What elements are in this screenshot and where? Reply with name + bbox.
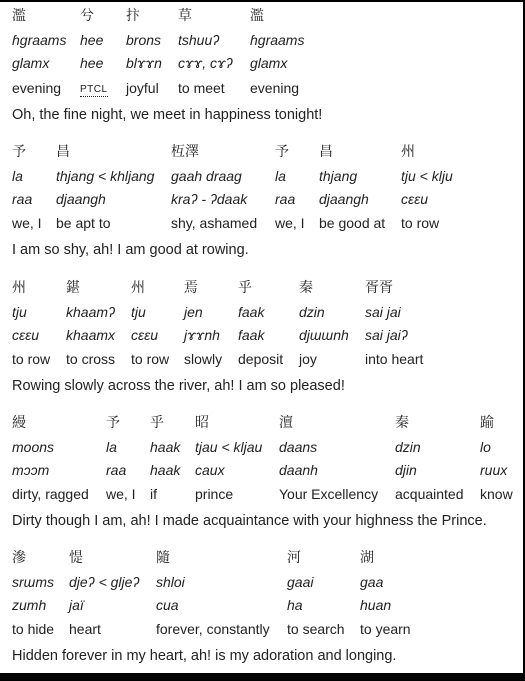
english-gloss: be apt to — [56, 214, 111, 231]
reconstruction-reading: jaï — [69, 597, 84, 613]
old-chinese-reading: hee — [80, 31, 104, 48]
reconstruction-reading: daanh — [279, 462, 318, 478]
reconstruction-reading: cua — [156, 597, 179, 613]
reconstruction-reading: jɤɤnh — [184, 327, 220, 343]
english-gloss: to hide — [12, 620, 55, 637]
english-gloss-row — [12, 212, 481, 236]
stanza-5-translation: Hidden forever in my heart, ah! is my adoration and longing. — [12, 648, 397, 664]
chinese-character: 澶 — [279, 415, 293, 431]
old-chinese-reading: ɦgraams — [12, 31, 67, 48]
stanza-5-gloss — [12, 547, 430, 641]
particle-abbreviation: PTCL — [80, 83, 108, 95]
stanza-2-gloss — [12, 141, 481, 235]
old-chinese-reading: la — [106, 438, 117, 455]
chinese-character: 抃 — [126, 8, 140, 24]
chinese-character: 隨 — [156, 550, 170, 566]
stanza-4-translation: Dirty though I am, ah! I made acquaintance with your highness the Prince. — [12, 513, 487, 529]
chinese-character: 予 — [106, 415, 120, 431]
chinese-characters-row — [12, 412, 516, 436]
english-gloss: evening — [12, 79, 62, 96]
old-chinese-reading: tshuuʔ — [178, 31, 220, 48]
reconstruction-reading: hee — [80, 55, 104, 71]
chinese-character: 河 — [287, 550, 301, 566]
old-chinese-reading: tju — [12, 303, 27, 320]
reconstruction-reading: cɛɛu — [131, 327, 159, 343]
reconstruction-reading: raa — [12, 191, 33, 207]
english-gloss: we, I — [275, 214, 305, 231]
old-chinese-row — [12, 571, 430, 595]
reconstruction-reading: haak — [150, 462, 181, 478]
old-chinese-reading: shloi — [156, 573, 185, 590]
english-gloss: shy, ashamed — [171, 214, 258, 231]
gloss-table — [12, 5, 330, 101]
english-gloss: we, I — [12, 214, 42, 231]
english-gloss: evening — [250, 79, 300, 96]
english-gloss — [80, 76, 126, 102]
english-gloss: prince — [195, 485, 234, 502]
reconstruction-reading: glamx — [250, 55, 288, 71]
old-chinese-reading: srɯms — [12, 573, 54, 590]
reconstruction-reading: blɤɤn — [126, 55, 162, 71]
reconstruction-reading: mɔɔm — [12, 462, 50, 478]
chinese-character: 秦 — [395, 415, 409, 431]
english-gloss: deposit — [238, 350, 284, 367]
reconstruction-reading: caux — [195, 462, 225, 478]
chinese-character: 州 — [131, 280, 145, 296]
english-gloss: to yearn — [360, 620, 411, 637]
chinese-character: 踰 — [480, 415, 494, 431]
chinese-character: 焉 — [184, 280, 198, 296]
reconstruction-reading: djɯɯnh — [299, 327, 349, 343]
reconstruction-reading: sai jaiʔ — [365, 327, 408, 343]
english-gloss: to row — [401, 214, 440, 231]
chinese-character: 湖 — [360, 550, 374, 566]
chinese-character: 州 — [401, 144, 415, 160]
old-chinese-reading: sai jai — [365, 303, 401, 320]
reconstruction-reading: glamx — [12, 55, 50, 71]
reconstruction-reading: djin — [395, 462, 417, 478]
bottom-rule — [0, 673, 525, 681]
reconstruction-reading: djaangh — [56, 191, 106, 207]
old-chinese-reading: gaa — [360, 573, 384, 590]
english-gloss: joy — [299, 350, 317, 367]
old-chinese-reading: haak — [150, 438, 181, 455]
old-chinese-reading: jen — [184, 303, 203, 320]
reconstruction-row — [12, 594, 430, 618]
reconstruction-row — [12, 459, 516, 483]
chinese-character: 濫 — [250, 8, 264, 24]
old-chinese-reading: thjang < khljang — [56, 167, 155, 184]
old-chinese-reading: dzin — [299, 303, 325, 320]
reconstruction-reading: cɛɛu — [401, 191, 429, 207]
chinese-character: 昭 — [195, 415, 209, 431]
english-gloss-row — [12, 483, 516, 507]
chinese-character: 乎 — [238, 280, 252, 296]
gloss-table — [12, 412, 516, 506]
old-chinese-reading: tjau < kljau — [195, 438, 263, 455]
old-chinese-reading: ɦgraams — [250, 31, 305, 48]
gloss-table — [12, 547, 430, 641]
stanza-3-gloss — [12, 277, 445, 371]
english-gloss: acquainted — [395, 485, 464, 502]
chinese-character: 惿 — [69, 550, 83, 566]
reconstruction-reading: kraʔ - ʔdaak — [171, 191, 248, 207]
reconstruction-reading: cɛɛu — [12, 327, 40, 343]
old-chinese-reading: thjang — [319, 167, 358, 184]
old-chinese-reading: gaah draag — [171, 167, 242, 184]
english-gloss: Your Excellency — [279, 485, 379, 502]
stanza-1-gloss — [12, 5, 330, 101]
old-chinese-reading: tju — [131, 303, 146, 320]
stanza-3-translation: Rowing slowly across the river, ah! I am so pleased! — [12, 378, 345, 394]
old-chinese-row — [12, 301, 445, 325]
gloss-table — [12, 141, 481, 235]
english-gloss: slowly — [184, 350, 223, 367]
stanza-2-translation: I am so shy, ah! I am good at rowing. — [12, 242, 249, 258]
reconstruction-reading: raa — [106, 462, 127, 478]
english-gloss: to row — [12, 350, 51, 367]
english-gloss-row — [12, 76, 330, 102]
chinese-characters-row — [12, 277, 445, 301]
chinese-character: 鍖 — [66, 280, 80, 296]
english-gloss: into heart — [365, 350, 424, 367]
reconstruction-reading: djaangh — [319, 191, 369, 207]
chinese-character: 縵 — [12, 415, 26, 431]
reconstruction-row — [12, 188, 481, 212]
english-gloss: if — [150, 485, 157, 502]
english-gloss: to row — [131, 350, 170, 367]
chinese-character: 予 — [12, 144, 26, 160]
chinese-character: 胥胥 — [365, 280, 393, 296]
chinese-character: 予 — [275, 144, 289, 160]
old-chinese-reading: lo — [480, 438, 491, 455]
old-chinese-reading: moons — [12, 438, 55, 455]
old-chinese-row — [12, 436, 516, 460]
english-gloss: know — [480, 485, 513, 502]
reconstruction-reading: ruux — [480, 462, 508, 478]
old-chinese-reading: djeʔ < gljeʔ — [69, 573, 140, 590]
english-gloss: to meet — [178, 79, 225, 96]
english-gloss: forever, constantly — [156, 620, 270, 637]
chinese-character: 州 — [12, 280, 26, 296]
english-gloss: be good at — [319, 214, 386, 231]
reconstruction-reading: huan — [360, 597, 392, 613]
old-chinese-row — [12, 165, 481, 189]
chinese-character: 乎 — [150, 415, 164, 431]
stanza-1-translation: Oh, the fine night, we meet in happiness tonight! — [12, 107, 323, 123]
old-chinese-reading: la — [275, 167, 286, 184]
old-chinese-reading: dzin — [395, 438, 421, 455]
old-chinese-reading: daans — [279, 438, 318, 455]
gloss-table — [12, 277, 445, 371]
chinese-character: 昌 — [56, 144, 70, 160]
chinese-characters-row — [12, 547, 430, 571]
old-chinese-reading: faak — [238, 303, 265, 320]
old-chinese-row — [12, 29, 330, 53]
chinese-character: 昌 — [319, 144, 333, 160]
reconstruction-row — [12, 324, 445, 348]
chinese-character: 枑澤 — [171, 144, 199, 160]
english-gloss-row — [12, 348, 445, 372]
reconstruction-reading: zumh — [12, 597, 47, 613]
reconstruction-reading: cɤɤ, cɤʔ — [178, 55, 233, 71]
top-rule — [0, 0, 525, 2]
old-chinese-reading: tju < klju — [401, 167, 453, 184]
old-chinese-reading: gaai — [287, 573, 314, 590]
chinese-character: 兮 — [80, 8, 94, 24]
reconstruction-reading: khaamx — [66, 327, 116, 343]
english-gloss: to search — [287, 620, 345, 637]
reconstruction-row — [12, 52, 330, 76]
old-chinese-reading: brons — [126, 31, 162, 48]
chinese-character: 秦 — [299, 280, 313, 296]
english-gloss: joyful — [126, 79, 159, 96]
chinese-character: 濫 — [12, 8, 26, 24]
reconstruction-reading: raa — [275, 191, 296, 207]
english-gloss: dirty, ragged — [12, 485, 89, 502]
chinese-character: 滲 — [12, 550, 26, 566]
english-gloss: heart — [69, 620, 101, 637]
old-chinese-reading: la — [12, 167, 23, 184]
reconstruction-reading: faak — [238, 327, 265, 343]
old-chinese-reading: khaamʔ — [66, 303, 116, 320]
stanza-4-gloss — [12, 412, 516, 506]
reconstruction-reading: ha — [287, 597, 303, 613]
english-gloss-row — [12, 618, 430, 642]
chinese-characters-row — [12, 5, 330, 29]
chinese-character: 草 — [178, 8, 192, 24]
chinese-characters-row — [12, 141, 481, 165]
english-gloss: to cross — [66, 350, 116, 367]
english-gloss: we, I — [106, 485, 136, 502]
